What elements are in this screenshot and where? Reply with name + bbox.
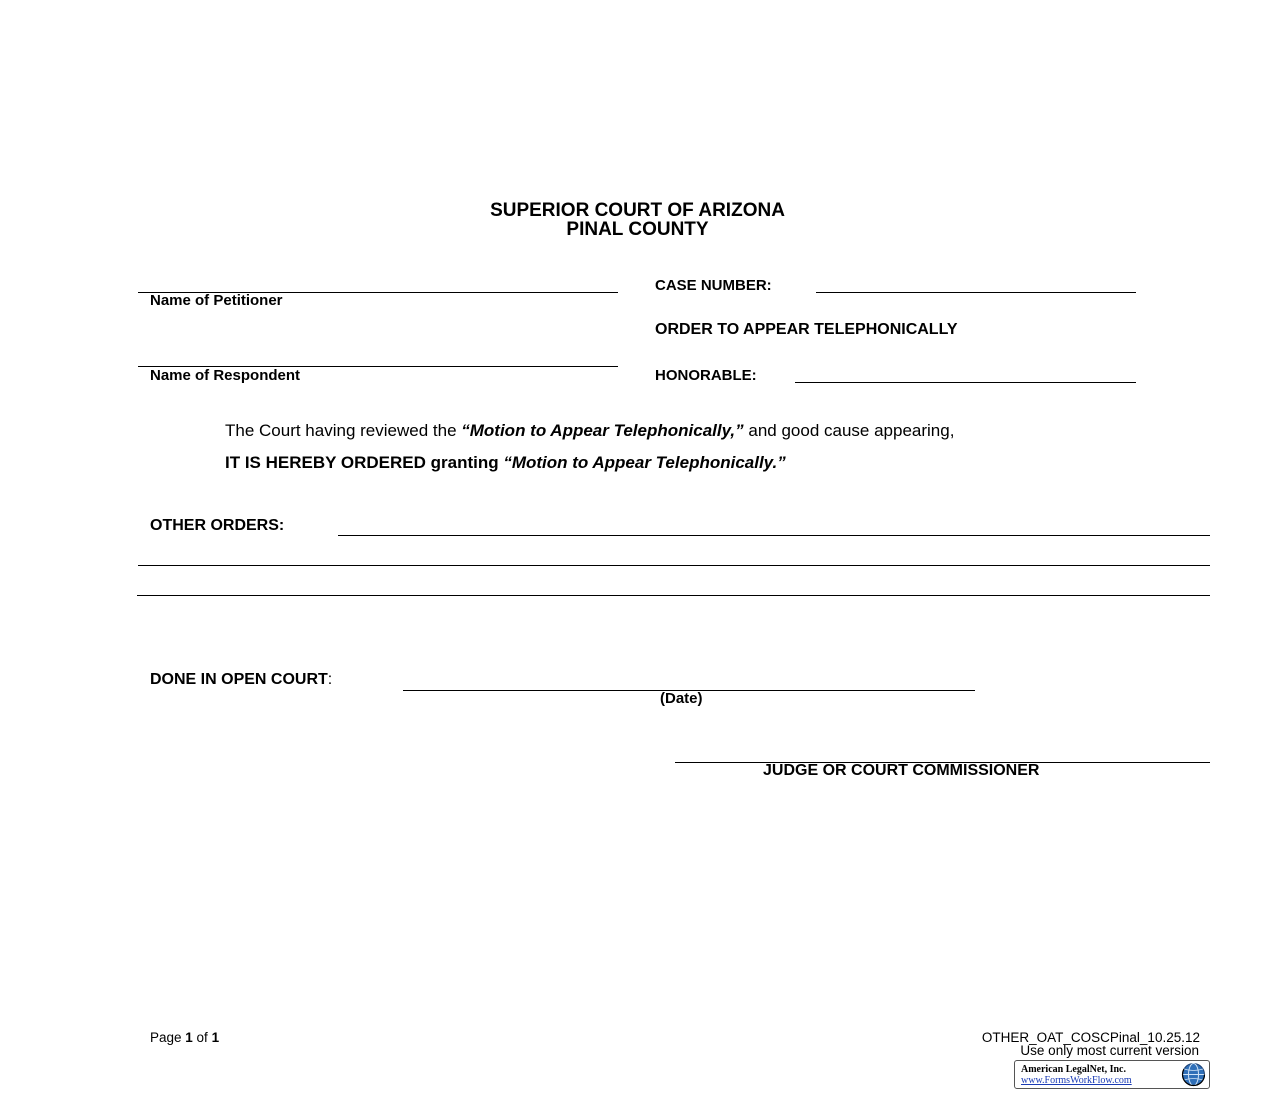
court-title: SUPERIOR COURT OF ARIZONA (490, 200, 785, 221)
other-orders-line-1[interactable] (338, 535, 1210, 536)
version-note: Use only most current version (1020, 1043, 1199, 1058)
globe-icon (1181, 1062, 1206, 1087)
page-word: Page (150, 1030, 186, 1045)
order-statement (225, 453, 786, 473)
signature-label: JUDGE OR COURT COMMISSIONER (763, 762, 1040, 779)
order-title: ORDER TO APPEAR TELEPHONICALLY (655, 321, 958, 338)
other-orders-label: OTHER ORDERS: (150, 517, 285, 534)
done-label: DONE IN OPEN COURT (150, 671, 328, 688)
page-current: 1 (185, 1030, 193, 1045)
page-indicator (150, 1030, 219, 1045)
motion-title-1: “Motion to Appear Telephonically,” (461, 421, 744, 440)
publisher-name: American LegalNet, Inc. (1021, 1064, 1126, 1075)
done-colon: : (327, 671, 333, 688)
other-orders-line-2[interactable] (138, 565, 1210, 566)
done-in-open-court (150, 671, 332, 689)
publisher-link[interactable]: www.FormsWorkFlow.com (1021, 1075, 1132, 1086)
form-id: OTHER_OAT_COSCPinal_10.25.12 (981, 1030, 1200, 1045)
motion-title-2: “Motion to Appear Telephonically.” (503, 453, 786, 472)
publisher-badge[interactable] (1014, 1060, 1210, 1089)
honorable-label: HONORABLE: (655, 367, 757, 384)
order-statement-pre: IT IS HEREBY ORDERED granting (225, 453, 504, 472)
honorable-line[interactable] (795, 382, 1136, 383)
page-total: 1 (211, 1030, 220, 1045)
case-number-label: CASE NUMBER: (655, 277, 772, 294)
page-of: of (192, 1030, 212, 1045)
petitioner-label: Name of Petitioner (150, 292, 283, 309)
date-label: (Date) (660, 690, 703, 707)
respondent-label: Name of Respondent (150, 367, 301, 384)
review-statement-post: and good cause appearing, (743, 421, 955, 440)
review-statement (225, 421, 954, 441)
county-title: PINAL COUNTY (566, 219, 709, 240)
review-statement-pre: The Court having reviewed the (225, 421, 462, 440)
other-orders-line-3[interactable] (137, 595, 1210, 596)
case-number-line[interactable] (816, 292, 1136, 293)
